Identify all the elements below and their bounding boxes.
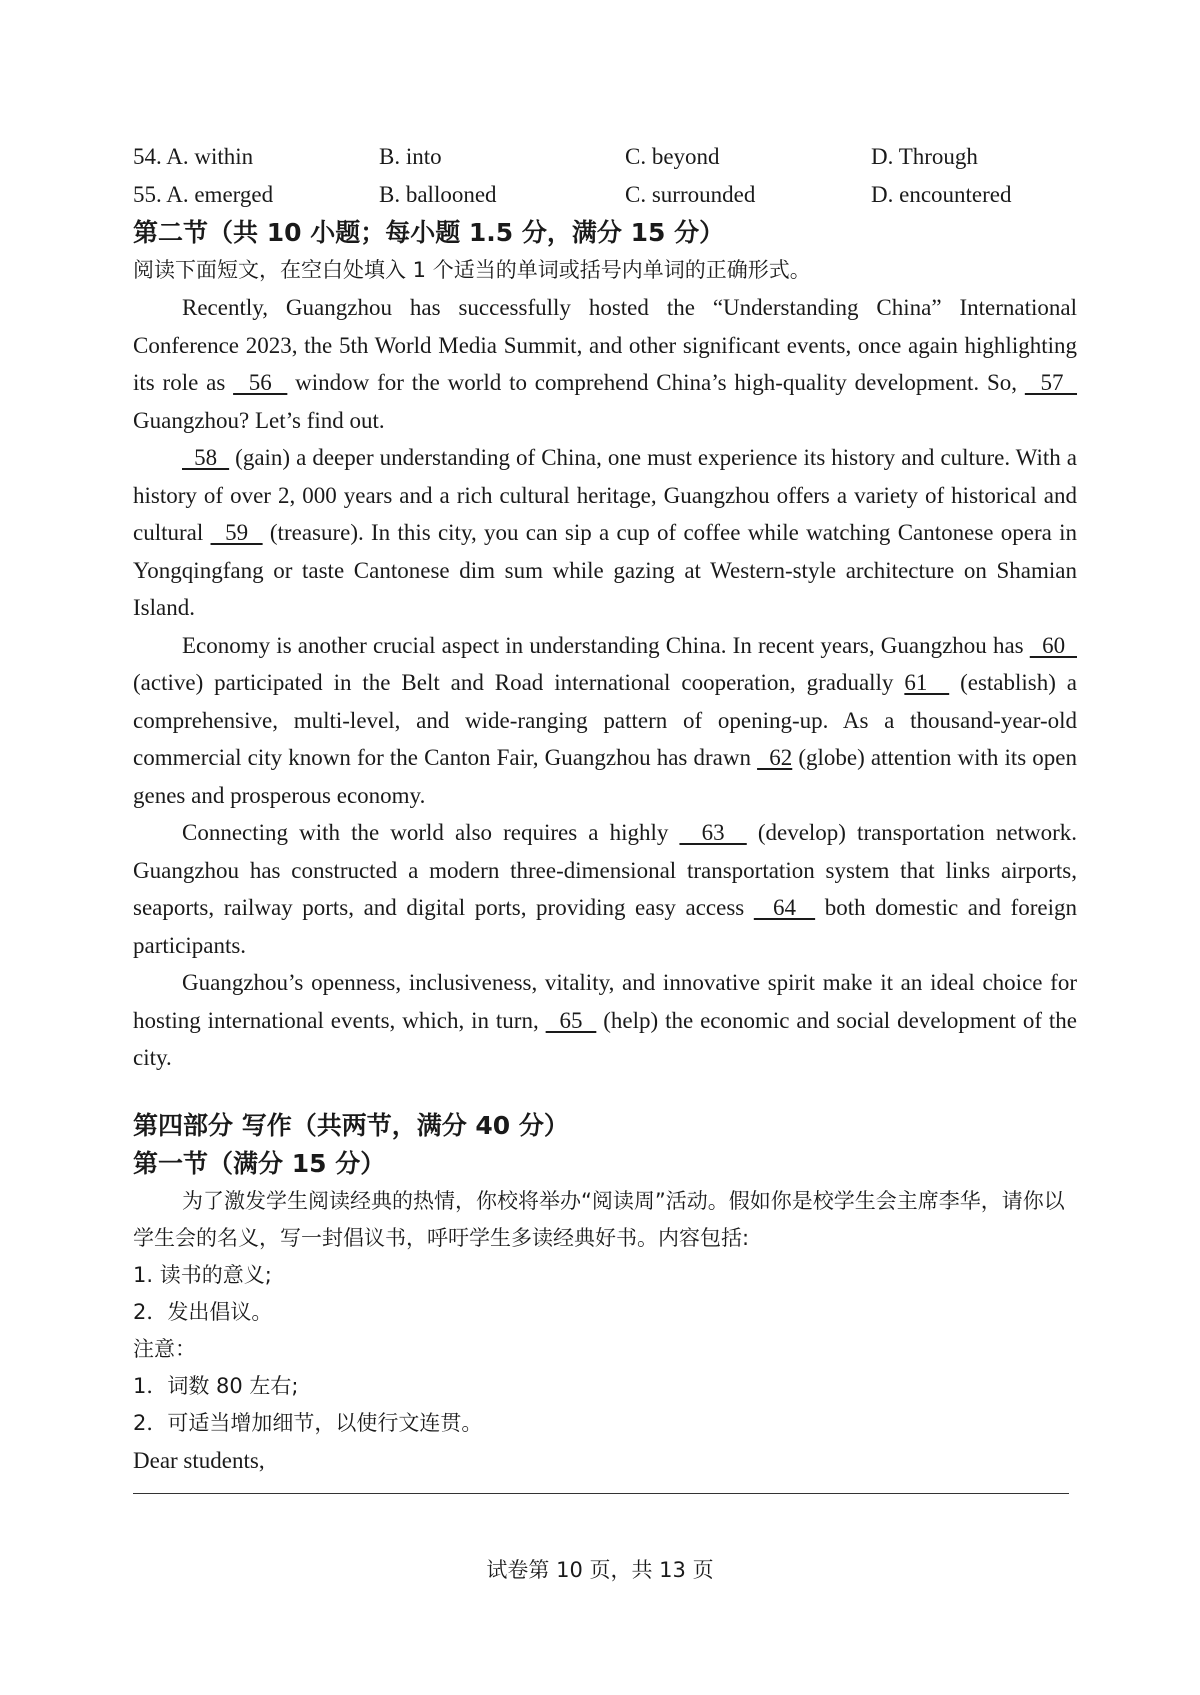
blank-62: 62 xyxy=(757,745,793,770)
p1-text-2: window for the world to comprehend China’s high-quality development. So, xyxy=(287,370,1025,395)
blank-63: 63 xyxy=(679,820,747,845)
q54-option-d: D. Through xyxy=(871,144,978,169)
note-label: 注意： xyxy=(133,1336,196,1361)
page-number-footer: 试卷第 10 页，共 13 页 xyxy=(486,1558,714,1582)
p1-text-1: Recently, Guangzhou has successfully hosted the “Understanding China” International Conference 2023, the 5th World Media Summit, and other significant events, once again highlighting its role as xyxy=(133,295,1077,395)
p1-text-3: Guangzhou? Let’s find out. xyxy=(133,407,385,433)
writing-prompt: 为了激发学生阅读经典的热情，你校将举办“阅读周”活动。假如你是校学生会主席李华，请你以学生会的名义，写一封倡议书，呼吁学生多读经典好书。内容包括: xyxy=(133,1188,1065,1250)
letter-salutation: Dear students, xyxy=(133,1447,265,1473)
section-2-instruction: 阅读下面短文，在空白处填入 1 个适当的单词或括号内单词的正确形式。 xyxy=(133,258,811,282)
content-item-1: 1. 读书的意义; xyxy=(133,1262,272,1287)
p5-text-2: (help) the economic and social development of the city. xyxy=(133,1007,1078,1070)
question-55-options xyxy=(133,176,1077,214)
note-item-2: 2．可适当增加细节，以使行文连贯。 xyxy=(133,1410,483,1435)
section-2-heading: 第二节（共 10 小题；每小题 1.5 分，满分 15 分） xyxy=(133,218,725,247)
answer-line xyxy=(133,1493,1069,1494)
blank-60: 60 xyxy=(1029,632,1077,658)
part-4-heading: 第四部分 写作（共两节，满分 40 分） xyxy=(133,1110,569,1140)
passage-paragraph-3 xyxy=(133,627,1077,815)
p2-text-2: (treasure). In this city, you can sip a cup of coffee while watching Cantonese opera in Yongqingfang or taste Cantonese dim sum while gazing at Western-style architecture on Shamian Island. xyxy=(133,520,1078,620)
p3-text-4: (globe) attention with its open genes and prosperous economy. xyxy=(133,745,1077,808)
passage-paragraph-2 xyxy=(133,439,1077,627)
q55-option-a: 55. A. emerged xyxy=(133,182,274,207)
section-spacer xyxy=(133,1077,1077,1107)
p3-text-1: Economy is another crucial aspect in understanding China. In recent years, Guangzhou has xyxy=(182,632,1030,658)
blank-57: 57 xyxy=(1024,370,1078,395)
q54-option-c: C. beyond xyxy=(625,144,720,169)
blank-65: 65 xyxy=(545,1007,597,1033)
passage-paragraph-5 xyxy=(133,964,1077,1077)
p3-text-2: (active) participated in the Belt and Road international cooperation, gradually xyxy=(133,670,905,695)
q55-option-d: D. encountered xyxy=(871,182,1012,207)
blank-61: 61 xyxy=(904,670,950,695)
p2-text-1: (gain) a deeper understanding of China, one must experience its history and culture. With a history of over 2, 000 years and a rich cultural heritage, Guangzhou offers a variety of historical and cultural xyxy=(133,445,1077,545)
blank-59: 59 xyxy=(210,520,263,545)
content-item-2: 2．发出倡议。 xyxy=(133,1299,273,1324)
p4-text-3: both domestic and foreign participants. xyxy=(133,895,1077,958)
part-4-section-1-heading: 第一节（满分 15 分） xyxy=(133,1148,386,1178)
blank-58: 58 xyxy=(182,445,230,470)
blank-64: 64 xyxy=(753,895,816,920)
note-item-1: 1．词数 80 左右; xyxy=(133,1373,299,1398)
q54-option-b: B. into xyxy=(379,144,442,169)
q55-option-b: B. ballooned xyxy=(379,182,497,207)
p4-text-2: (develop) transportation network. Guangzhou has constructed a modern three-dimensional transportation system that links airports, seaports, railway ports, and digital ports, providing easy access xyxy=(133,820,1077,920)
exam-page xyxy=(133,138,1077,1494)
p3-text-3: (establish) a comprehensive, multi-level, and wide-ranging pattern of opening-up. As a thousand-year-old commercial city known for the Canton Fair, Guangzhou has drawn xyxy=(133,670,1078,770)
question-54-options xyxy=(133,138,1077,176)
p4-text-1: Connecting with the world also requires a highly xyxy=(182,820,680,845)
passage-paragraph-1 xyxy=(133,289,1077,439)
p5-text-1: Guangzhou’s openness, inclusiveness, vitality, and innovative spirit make it an ideal choice for hosting international events, which, in turn, xyxy=(133,970,1077,1033)
q54-option-a: 54. A. within xyxy=(133,144,254,169)
passage-paragraph-4 xyxy=(133,814,1077,964)
blank-56: 56 xyxy=(233,370,288,395)
q55-option-c: C. surrounded xyxy=(625,182,756,207)
